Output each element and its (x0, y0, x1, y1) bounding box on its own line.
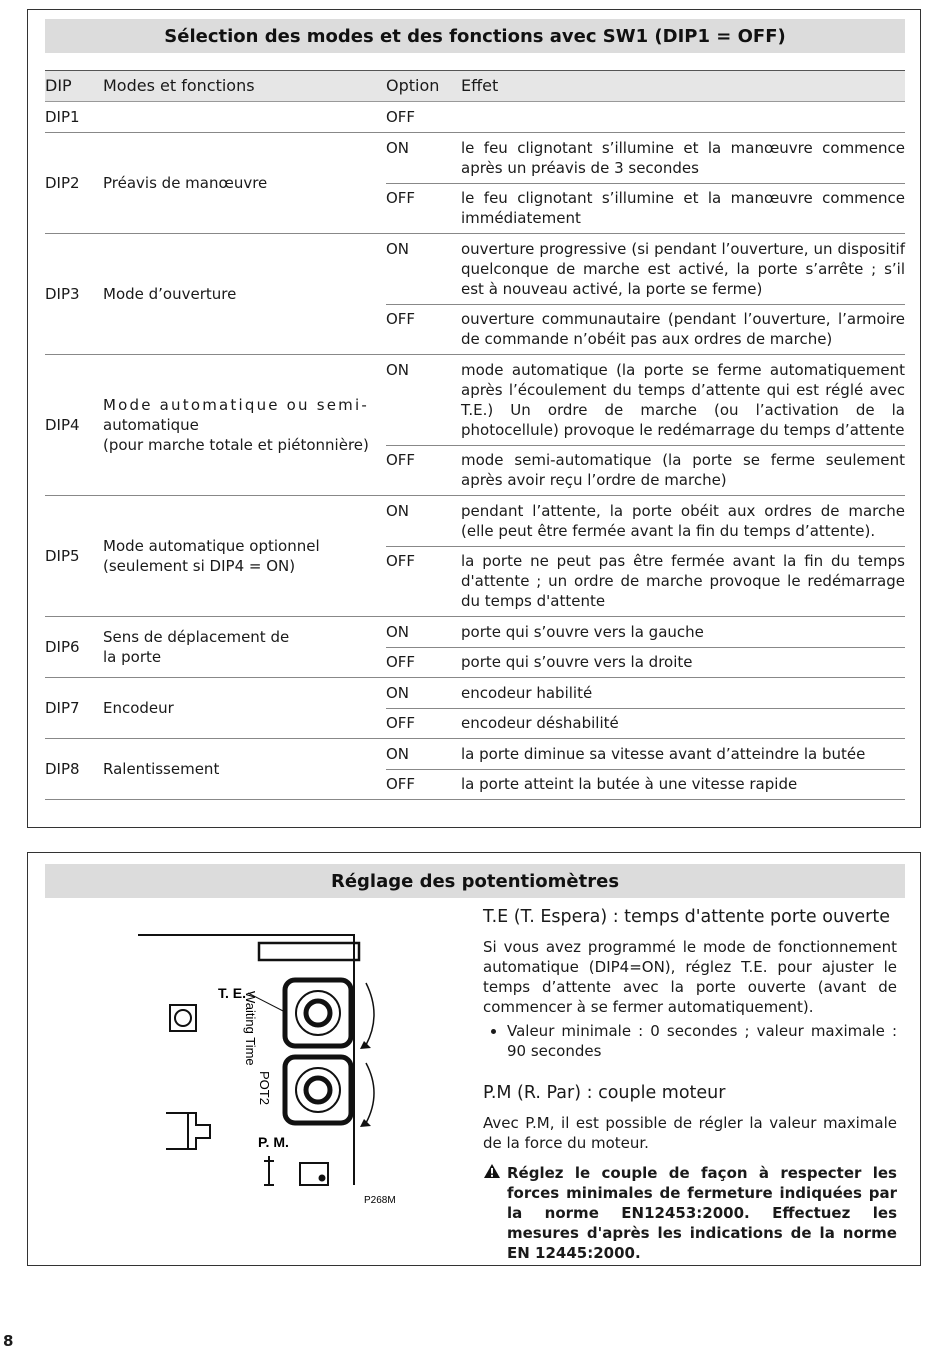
warning-triangle-icon (483, 1163, 507, 1263)
option-value: OFF (386, 108, 416, 126)
effect-text: ouverture progressive (si pendant l’ouverture, un dispositif quelconque de marche est activé, la porte s’arrête ; s’il est à nouveau activé, la porte se ferme) (461, 240, 905, 298)
effect-text: porte qui s’ouvre vers la droite (461, 653, 693, 671)
table-row (386, 496, 905, 546)
mode-label (103, 102, 373, 132)
option-value: OFF (386, 189, 416, 207)
mode-line: (seulement si DIP4 = ON) (103, 557, 296, 575)
effect-text: le feu clignotant s’illumine et la manœuvre commence après un préavis de 3 secondes (461, 139, 905, 177)
effect-text: pendant l’attente, la porte obéit aux ordres de marche (elle peut être fermée avant la fin du temps d’attente). (461, 502, 905, 540)
mode-label (103, 496, 373, 616)
option-value: ON (386, 240, 410, 258)
table-row (386, 647, 905, 677)
dip-label: DIP2 (45, 174, 80, 192)
pm-label: P. M. (258, 1134, 289, 1150)
table-row (386, 617, 905, 647)
potentiometer-diagram (128, 923, 418, 1223)
te-heading: T.E (T. Espera) : temps d'attente porte ouverte (483, 907, 891, 927)
page-number: 8 (3, 1332, 14, 1350)
header-dip: DIP (45, 76, 72, 95)
effect-text: encodeur déshabilité (461, 714, 619, 732)
table-row (386, 678, 905, 708)
option-value: OFF (386, 451, 416, 469)
rotation-arrow-icon (366, 983, 374, 1045)
option-value: ON (386, 502, 410, 520)
table-row (386, 769, 905, 799)
dip-label: DIP5 (45, 547, 80, 565)
warning-note (483, 1163, 897, 1263)
effect-text: la porte diminue sa vitesse avant d’atteindre la butée (461, 745, 866, 763)
effect-text: porte qui s’ouvre vers la gauche (461, 623, 704, 641)
dip-label: DIP1 (45, 108, 80, 126)
effect-text: encodeur habilité (461, 684, 593, 702)
dip-group-3 (45, 234, 905, 355)
option-value: ON (386, 623, 410, 641)
dip-table (45, 70, 905, 800)
mode-label (103, 617, 373, 677)
option-value: OFF (386, 552, 416, 570)
dip-label: DIP8 (45, 760, 80, 778)
rotation-arrow-icon (366, 1063, 374, 1123)
dip-group-4 (45, 355, 905, 496)
option-value: OFF (386, 775, 416, 793)
option-value: ON (386, 684, 410, 702)
dip-group-6 (45, 617, 905, 678)
pm-potentiometer (285, 1057, 351, 1123)
dip-label: DIP6 (45, 638, 80, 656)
te-bullets (483, 1021, 897, 1061)
dip-group-8 (45, 739, 905, 800)
bottom-pin (264, 1156, 274, 1185)
mode-line: Sens de déplacement de (103, 628, 290, 646)
te-potentiometer (285, 980, 351, 1046)
top-connector (259, 943, 359, 960)
effect-text: mode automatique (la porte se ferme automatiquement après l’écoulement du temps d’attente qui est réglé avec T.E.) Un ordre de marche (ou l’activation de la photocellule) provoque le redémarrage du temps d’attente (461, 361, 905, 439)
mode-line: Mode automatique ou semi- (103, 396, 369, 414)
effect-text: la porte ne peut pas être fermée avant la fin du temps d'attente ; un ordre de marche provoque le redémarrage du temps d'attente (461, 552, 905, 610)
dip-group-2 (45, 133, 905, 234)
list-item: • Valeur minimale : 0 secondes ; valeur maximale : 90 secondes (507, 1021, 897, 1061)
dip-label: DIP3 (45, 285, 80, 303)
mode-line: (pour marche totale et piétonnière) (103, 436, 369, 454)
dip-group-5 (45, 496, 905, 617)
option-value: OFF (386, 310, 416, 328)
figure-reference: P268M (364, 1195, 396, 1206)
mode-label: Ralentissement (103, 760, 220, 778)
dip-label: DIP7 (45, 699, 80, 717)
table-row (386, 546, 905, 616)
mode-label: Mode d’ouverture (103, 285, 237, 303)
table-row (386, 234, 905, 304)
header-modes: Modes et fonctions (103, 76, 255, 95)
table-header (45, 70, 905, 102)
mode-line: Mode automatique optionnel (103, 537, 320, 555)
pm-heading: P.M (R. Par) : couple moteur (483, 1083, 726, 1103)
potentiometer-section (27, 852, 921, 1266)
dip-group-1 (45, 102, 905, 133)
table-row (386, 102, 905, 132)
option-value: ON (386, 139, 410, 157)
option-value: ON (386, 361, 410, 379)
table-row (386, 183, 905, 233)
option-value: ON (386, 745, 410, 763)
table-row (386, 355, 905, 445)
dip-label: DIP4 (45, 416, 80, 434)
effect-text: la porte atteint la butée à une vitesse rapide (461, 775, 798, 793)
mode-label: Préavis de manœuvre (103, 174, 268, 192)
warning-text: Réglez le couple de façon à respecter les forces minimales de fermeture indiquées par la norme EN12453:2000. Effectuez les mesures d'après les indications de la norme EN 12445:2000. (507, 1164, 897, 1262)
potentiometer-instructions (483, 905, 897, 1263)
effect-text (461, 107, 905, 127)
effect-text: le feu clignotant s’illumine et la manœuvre commence immédiatement (461, 189, 905, 227)
waiting-time-label: Waiting Time (243, 991, 258, 1066)
section-title: Réglage des potentiomètres (45, 864, 905, 898)
effect-text: ouverture communautaire (pendant l’ouverture, l’armoire de commande n’obéit pas aux ordres de marche) (461, 310, 905, 348)
mode-line: la porte (103, 648, 162, 666)
bottom-connector (300, 1163, 328, 1185)
table-row (386, 739, 905, 769)
effect-text: mode semi-automatique (la porte se ferme seulement après avoir reçu l’ordre de marche) (461, 451, 905, 489)
option-value: OFF (386, 653, 416, 671)
te-text: Si vous avez programmé le mode de fonctionnement automatique (DIP4=ON), réglez T.E. pour ajuster le temps d’attente avec la porte ouverte (avant de commencer à se fermer automatiquement). (483, 938, 897, 1016)
component-circle (175, 1010, 191, 1026)
mode-line: automatique (103, 416, 199, 434)
dip-group-7 (45, 678, 905, 739)
pot2-label: POT2 (257, 1071, 272, 1105)
table-row (386, 708, 905, 738)
table-row (386, 133, 905, 183)
te-label: T. E. (218, 985, 247, 1001)
section-title: Sélection des modes et des fonctions avec SW1 (DIP1 = OFF) (45, 19, 905, 53)
pm-text: Avec P.M, il est possible de régler la valeur maximale de la force du moteur. (483, 1114, 897, 1152)
option-value: OFF (386, 714, 416, 732)
mode-label: Encodeur (103, 699, 174, 717)
header-option: Option (386, 76, 440, 95)
header-effect: Effet (461, 76, 499, 95)
mode-label (103, 355, 373, 495)
dip-section (27, 9, 921, 828)
table-row (386, 304, 905, 354)
component-box (170, 1005, 196, 1031)
table-row (386, 445, 905, 495)
